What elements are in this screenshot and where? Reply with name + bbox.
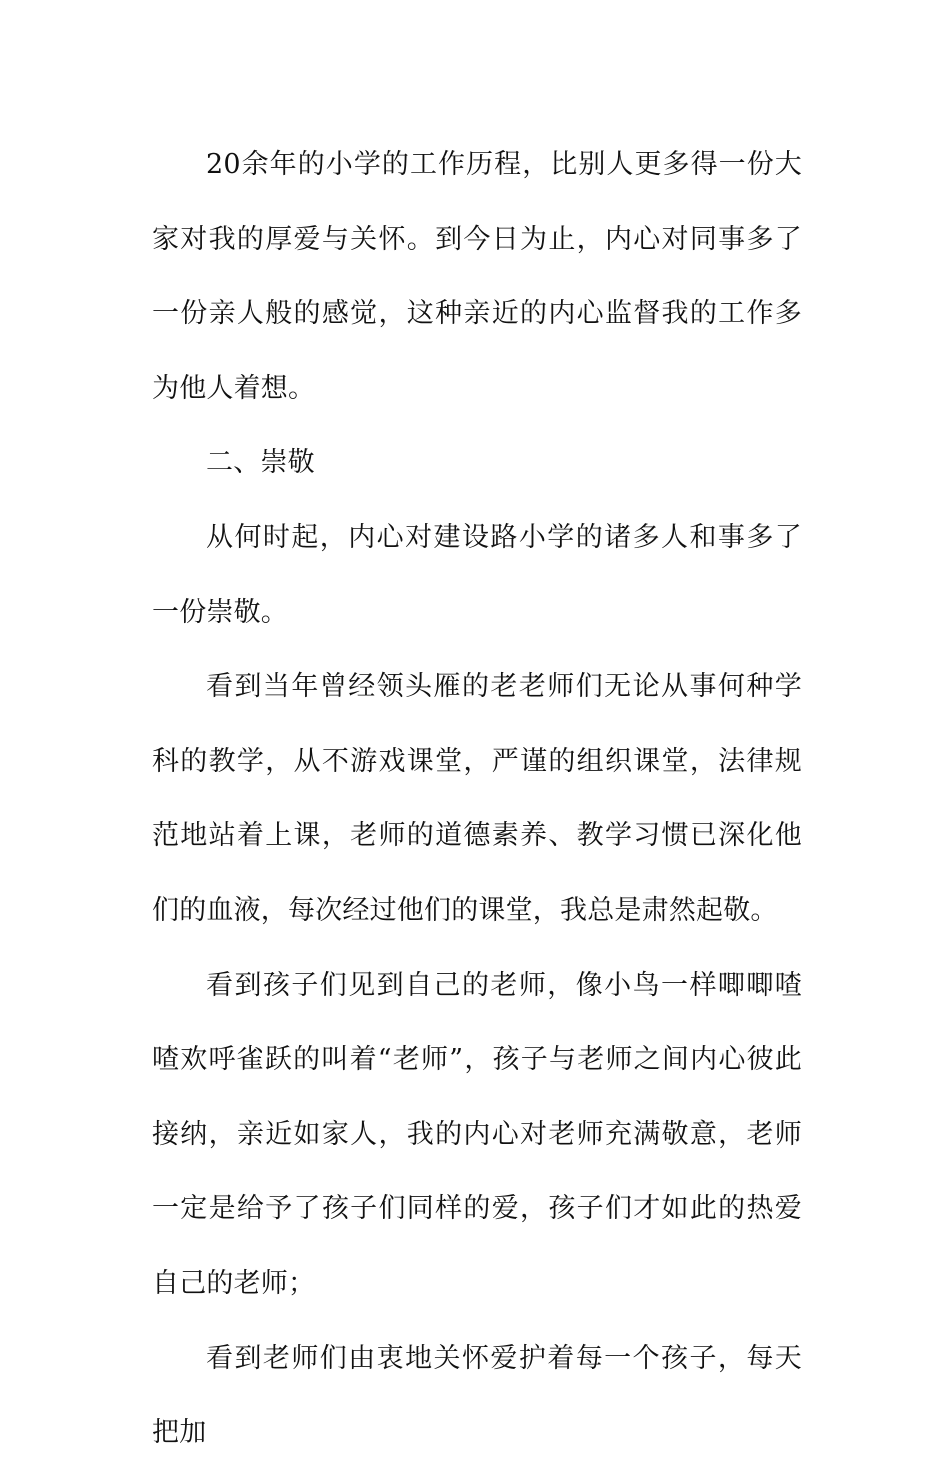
section-heading-reverence: 二、崇敬 bbox=[206, 447, 315, 479]
paragraph-senior-teachers: 看到当年曾经领头雁的老老师们无论从事何种学科的教学，从不游戏课堂，严谨的组织课堂，法律规范地站着上课，老师的道德素养、教学习惯已深化他们的血液，每次经过他们的课堂，我总是肃然起敬。 bbox=[152, 671, 802, 926]
paragraph-gratitude-closing: 20余年的小学的工作历程，比别人更多得一份大家对我的厚爱与关怀。到今日为止，内心对同事多了一份亲人般的感觉，这种亲近的内心监督我的工作多为他人着想。 bbox=[152, 149, 802, 404]
paragraph-children-greeting: 看到孩子们见到自己的老师，像小鸟一样唧唧喳喳欢呼雀跃的叫着“老师”，孩子与老师之间内心彼此接纳，亲近如家人，我的内心对老师充满敬意，老师一定是给予了孩子们同样的爱，孩子们才如此的热爱自己的老师； bbox=[152, 969, 802, 1299]
document-body bbox=[152, 128, 802, 1471]
paragraph-teachers-care: 看到老师们由衷地关怀爱护着每一个孩子，每天把加 bbox=[152, 1342, 802, 1449]
paragraph-reverence-intro: 从何时起，内心对建设路小学的诸多人和事多了一份崇敬。 bbox=[152, 521, 802, 628]
